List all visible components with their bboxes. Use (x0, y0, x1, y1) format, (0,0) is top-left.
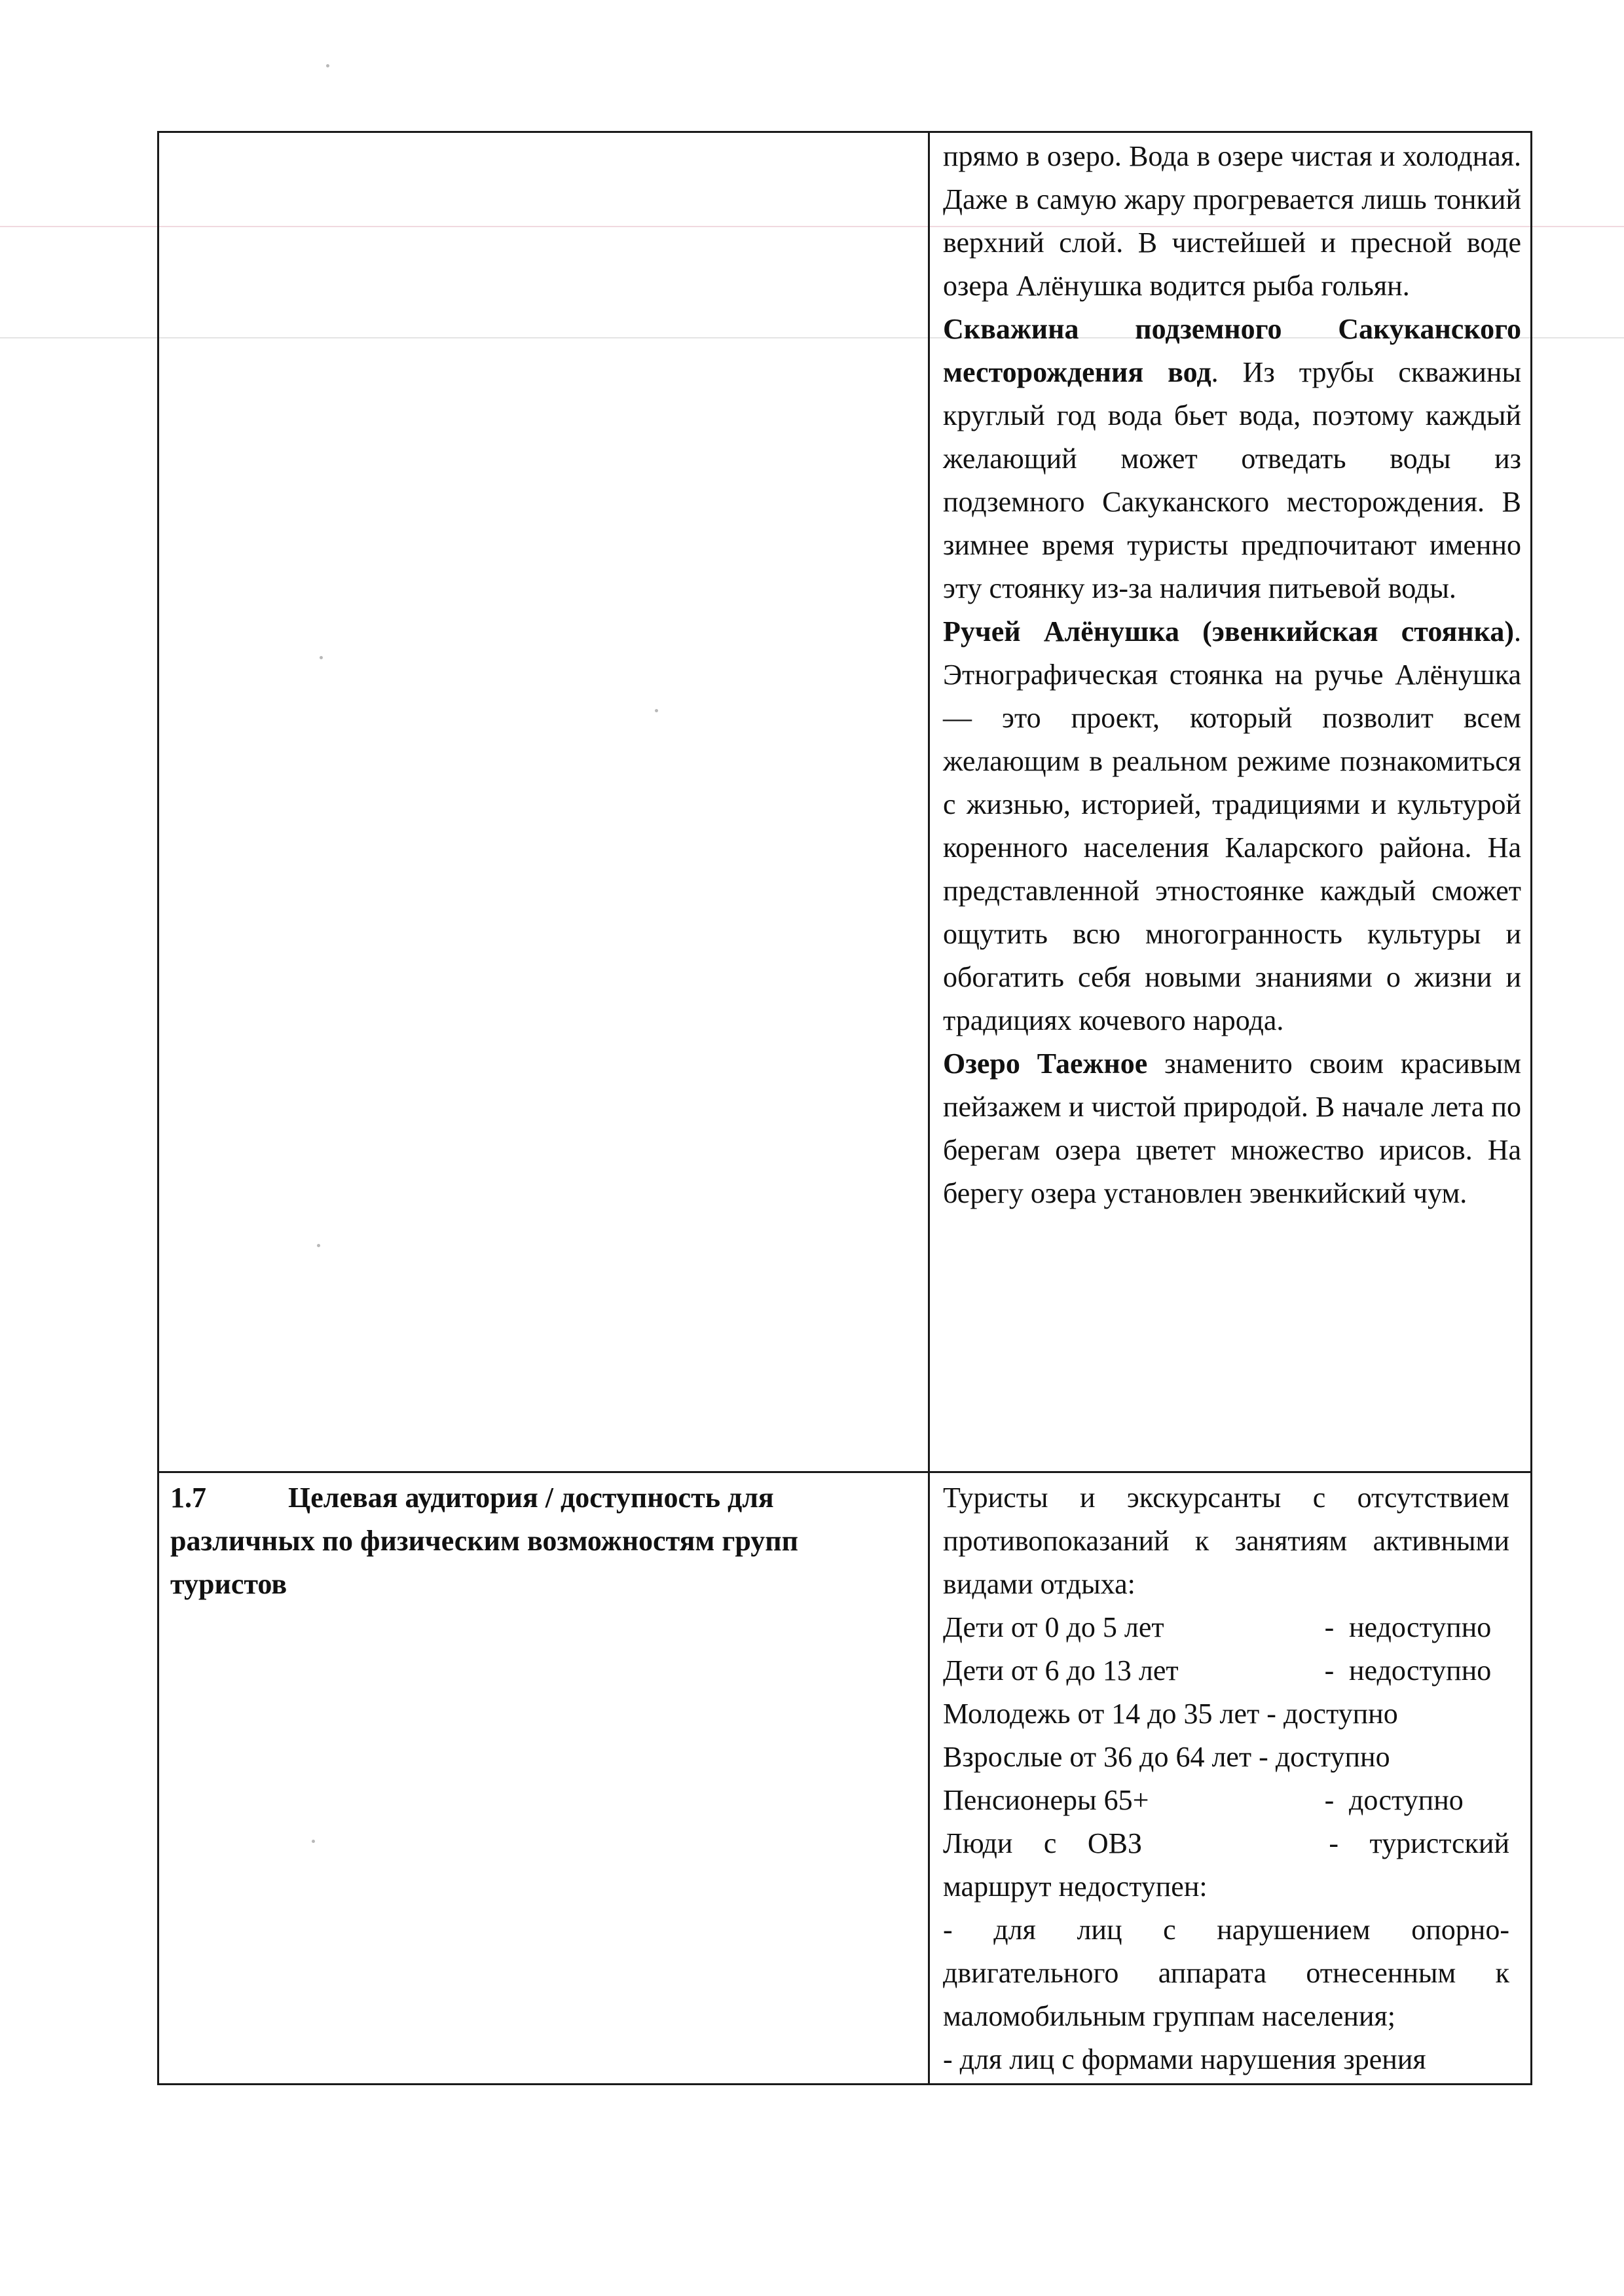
audience-group-row: Взрослые от 36 до 64 лет - доступно (943, 1741, 1390, 1773)
table-border-top (157, 131, 1532, 133)
lake-taezhnoe-title: Озеро Таежное (943, 1048, 1148, 1080)
sakukan-well-paragraph: Скважина подземного Сакуканского месторождения вод. Из трубы скважины круглый год вода бьет вода, поэтому каждый желающий может отведать воды из подземного Сакуканского месторождения. В зимнее время туристы предпочитают именно эту стоянку из-за наличия питьевой воды. (943, 313, 1521, 604)
lake-alenushka-paragraph: прямо в озеро. Вода в озере чистая и холодная. Даже в самую жару прогревается лишь тонкий верхний слой. В чистейшей и пресной воде озера Алёнушка водится рыба гольян. (943, 140, 1521, 302)
status-badge: недоступно (1349, 1611, 1492, 1643)
audience-group-list (943, 1606, 1509, 1822)
status-badge: доступно (1275, 1741, 1390, 1773)
section-title-cell (157, 1476, 927, 2066)
scan-speck (326, 64, 329, 67)
ovz-status: туристский маршрут недоступен: (943, 1827, 1510, 1903)
audience-group-row: Молодежь от 14 до 35 лет - доступно (943, 1698, 1398, 1730)
alenushka-stream-paragraph: Ручей Алёнушка (эвенкийская стоянка). Этнографическая стоянка на ручье Алёнушка — это проект, который позволит всем желающим в реальном режиме познакомиться с жизнью, историей, традициями и культурой коренного населения Каларского района. На представленной этностоянке каждый сможет ощутить всю многогранность культуры и обогатить себя новыми знаниями о жизни и традициях кочевого народа. (943, 615, 1521, 1036)
restriction-item: - для лиц с формами нарушения зрения (943, 2043, 1426, 2075)
ovz-label: Люди с ОВЗ (943, 1827, 1143, 1859)
section-number: 1.7 (170, 1482, 206, 1514)
status-badge: недоступно (1349, 1654, 1492, 1686)
lake-taezhnoe-paragraph: Озеро Таежное знаменито своим красивым пейзажем и чистой природой. В начале лета по берегам озера цветет множество ирисов. На берегу озера установлен эвенкийский чум. (943, 1048, 1521, 1209)
ovz-row: Люди с ОВЗ - туристский маршрут недоступен: (943, 1827, 1510, 1903)
restriction-item: - для лиц с нарушением опорно-двигательного аппарата отнесенным к маломобильным группам населения; (943, 1914, 1509, 2032)
alenushka-stream-title: Ручей Алёнушка (эвенкийская стоянка) (943, 615, 1514, 647)
audience-accessibility-cell (930, 1476, 1529, 2082)
status-badge: доступно (1283, 1698, 1398, 1730)
table-border-right (1530, 131, 1532, 2085)
status-badge: доступно (1349, 1784, 1464, 1816)
audience-group-row: Дети от 0 до 5 лет - недоступно (943, 1611, 1492, 1643)
audience-intro: Туристы и экскурсанты с отсутствием противопоказаний к занятиям активными видами отдыха: (943, 1482, 1509, 1600)
attractions-description-cell (930, 135, 1529, 1470)
document-table (157, 131, 1532, 2085)
table-row-divider (157, 1471, 1532, 1473)
audience-group-row: Пенсионеры 65+ - доступно (943, 1784, 1464, 1816)
table-border-bottom (157, 2083, 1532, 2085)
section-title: Целевая аудитория / доступность для различных по физическим возможностям групп туристов (170, 1482, 798, 1600)
sakukan-well-title: Скважина подземного Сакуканского месторождения вод (943, 313, 1521, 388)
audience-group-row: Дети от 6 до 13 лет - недоступно (943, 1654, 1492, 1686)
